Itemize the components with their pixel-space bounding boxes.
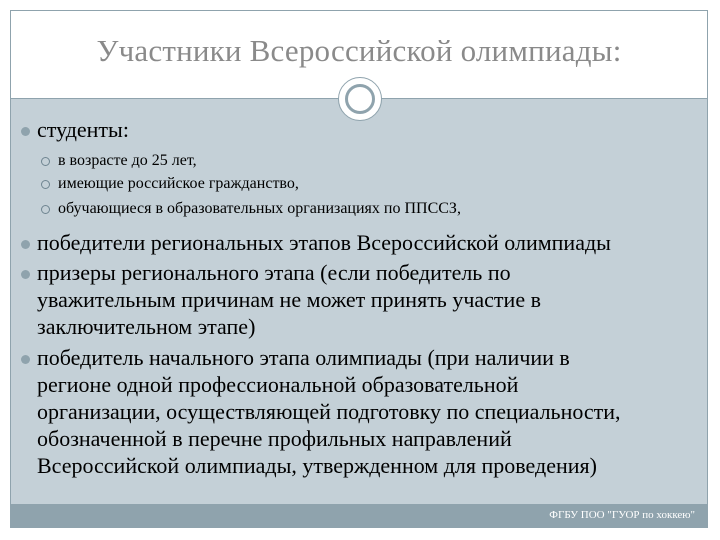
list-item-line: регионе одной профессиональной образовательной — [37, 372, 519, 397]
sub-list-item: обучающиеся в образовательных организациях по ППССЗ, — [58, 200, 461, 217]
list-item: студенты: — [37, 117, 129, 142]
sub-bullet-ring-icon — [41, 205, 50, 214]
sub-list-item: имеющие российское гражданство, — [58, 175, 299, 192]
bullet-dot-icon — [21, 127, 30, 136]
sub-list-item: в возрасте до 25 лет, — [58, 152, 197, 169]
list-item-line: заключительном этапе) — [37, 314, 256, 339]
circle-ornament-icon — [338, 77, 382, 121]
list-item: победители региональных этапов Всероссийской олимпиады — [37, 230, 611, 255]
bullet-dot-icon — [21, 355, 30, 364]
footer-text: ФГБУ ПОО "ГУОР по хоккею" — [549, 509, 695, 521]
footer-bar — [11, 504, 707, 527]
circle-ornament-inner — [345, 84, 375, 114]
bullet-dot-icon — [21, 240, 30, 249]
bullet-dot-icon — [21, 270, 30, 279]
list-item-line: организации, осуществляющей подготовку по специальности, — [37, 399, 621, 424]
list-item-line: призеры регионального этапа (если победитель по — [37, 260, 511, 285]
list-item-line: победитель начального этапа олимпиады (при наличии в — [37, 345, 570, 370]
list-item-line: уважительным причинам не может принять участие в — [37, 287, 541, 312]
sub-bullet-ring-icon — [41, 157, 50, 166]
slide-title: Участники Всероссийской олимпиады: — [96, 33, 622, 68]
sub-bullet-ring-icon — [41, 180, 50, 189]
list-item-line: обозначенной в перечне профильных направлений — [37, 426, 512, 451]
list-item-line: Всероссийской олимпиады, утвержденном для проведения) — [37, 453, 597, 478]
